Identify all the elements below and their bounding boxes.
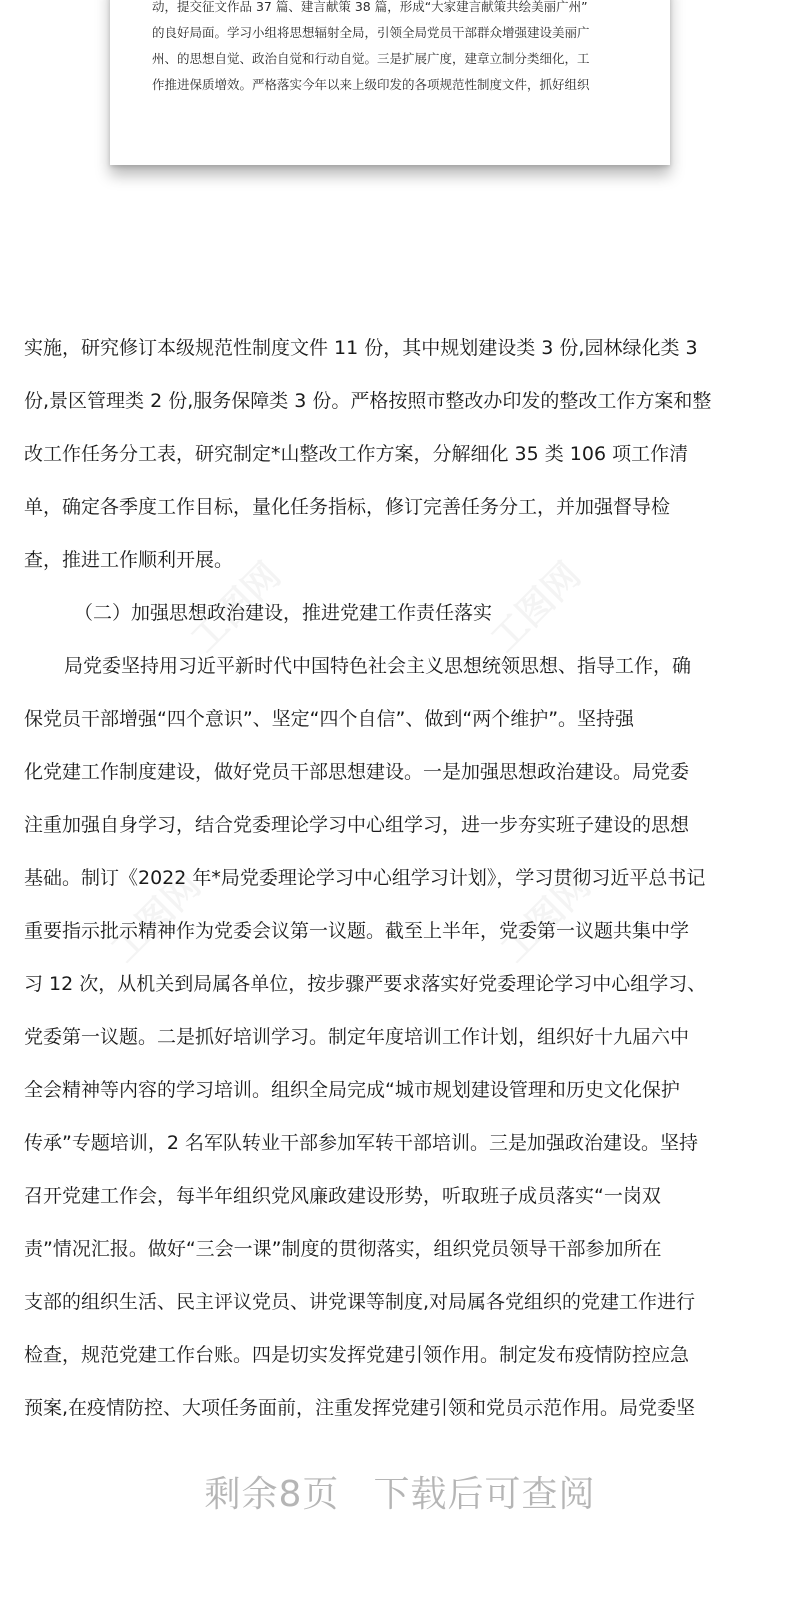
body-line: 预案,在疫情防控、大项任务面前，注重发挥党建引领和党员示范作用。局党委坚 [24, 1397, 696, 1419]
preview-line: 的良好局面。学习小组将思想辐射全局，引领全局党员干部群众增强建设美丽广 [152, 25, 590, 40]
body-line: 改工作任务分工表，研究制定*山整改工作方案，分解细化 35 类 106 项工作清 [24, 443, 689, 465]
download-to-view-label[interactable]: 下载后可查阅 [373, 1474, 596, 1515]
preview-page-card [110, 0, 670, 165]
body-line: 局党委坚持用习近平新时代中国特色社会主义思想统领思想、指导工作，确 [64, 655, 692, 677]
body-line: 传承”专题培训，2 名军队转业干部参加军转干部培训。三是加强政治建设。坚持 [24, 1132, 698, 1154]
body-line: 重要指示批示精神作为党委会议第一议题。截至上半年，党委第一议题共集中学 [24, 920, 690, 942]
body-line: 化党建工作制度建设，做好党员干部思想建设。一是加强思想政治建设。局党委 [24, 761, 690, 783]
body-line: 责”情况汇报。做好“三会一课”制度的贯彻落实，组织党员领导干部参加所在 [24, 1238, 662, 1260]
body-line: 基础。制订《2022 年*局党委理论学习中心组学习计划》，学习贯彻习近平总书记 [24, 867, 706, 889]
download-prompt[interactable] [0, 1466, 800, 1517]
body-line: 召开党建工作会，每半年组织党风廉政建设形势，听取班子成员落实“一岗双 [24, 1185, 661, 1207]
preview-line: 作推进保质增效。严格落实今年以来上级印发的各项规范性制度文件，抓好组织 [152, 77, 590, 92]
document-body [24, 322, 776, 1435]
body-line: 检查，规范党建工作台账。四是切实发挥党建引领作用。制定发布疫情防控应急 [24, 1344, 690, 1366]
body-line: 份,景区管理类 2 份,服务保障类 3 份。严格按照市整改办印发的整改工作方案和整 [24, 390, 712, 412]
body-line: 支部的组织生活、民主评议党员、讲党课等制度,对局属各党组织的党建工作进行 [24, 1291, 696, 1313]
remaining-pages-label: 剩余8页 [204, 1474, 340, 1515]
body-line: 注重加强自身学习，结合党委理论学习中心组学习，进一步夯实班子建设的思想 [24, 814, 690, 836]
preview-text [152, 0, 632, 98]
body-line: 全会精神等内容的学习培训。组织全局完成“城市规划建设管理和历史文化保护 [24, 1079, 680, 1101]
body-line: 查，推进工作顺利开展。 [24, 549, 234, 571]
body-line: 单，确定各季度工作目标，量化任务指标，修订完善任务分工，并加强督导检 [24, 496, 671, 518]
body-line: 保党员干部增强“四个意识”、坚定“四个自信”、做到“两个维护”。坚持强 [24, 708, 635, 730]
section-heading: （二）加强思想政治建设，推进党建工作责任落实 [74, 602, 493, 624]
body-line: 党委第一议题。二是抓好培训学习。制定年度培训工作计划，组织好十九届六中 [24, 1026, 690, 1048]
preview-line: 州、的思想自觉、政治自觉和行动自觉。三是扩展广度，建章立制分类细化，工 [152, 51, 590, 66]
body-line: 习 12 次，从机关到局属各单位，按步骤严要求落实好党委理论学习中心组学习、 [24, 973, 707, 995]
body-line: 实施，研究修订本级规范性制度文件 11 份，其中规划建设类 3 份,园林绿化类 3 [24, 337, 698, 359]
preview-line: 动，提交征文作品 37 篇、建言献策 38 篇，形成“大家建言献策共绘美丽广州” [152, 0, 588, 14]
